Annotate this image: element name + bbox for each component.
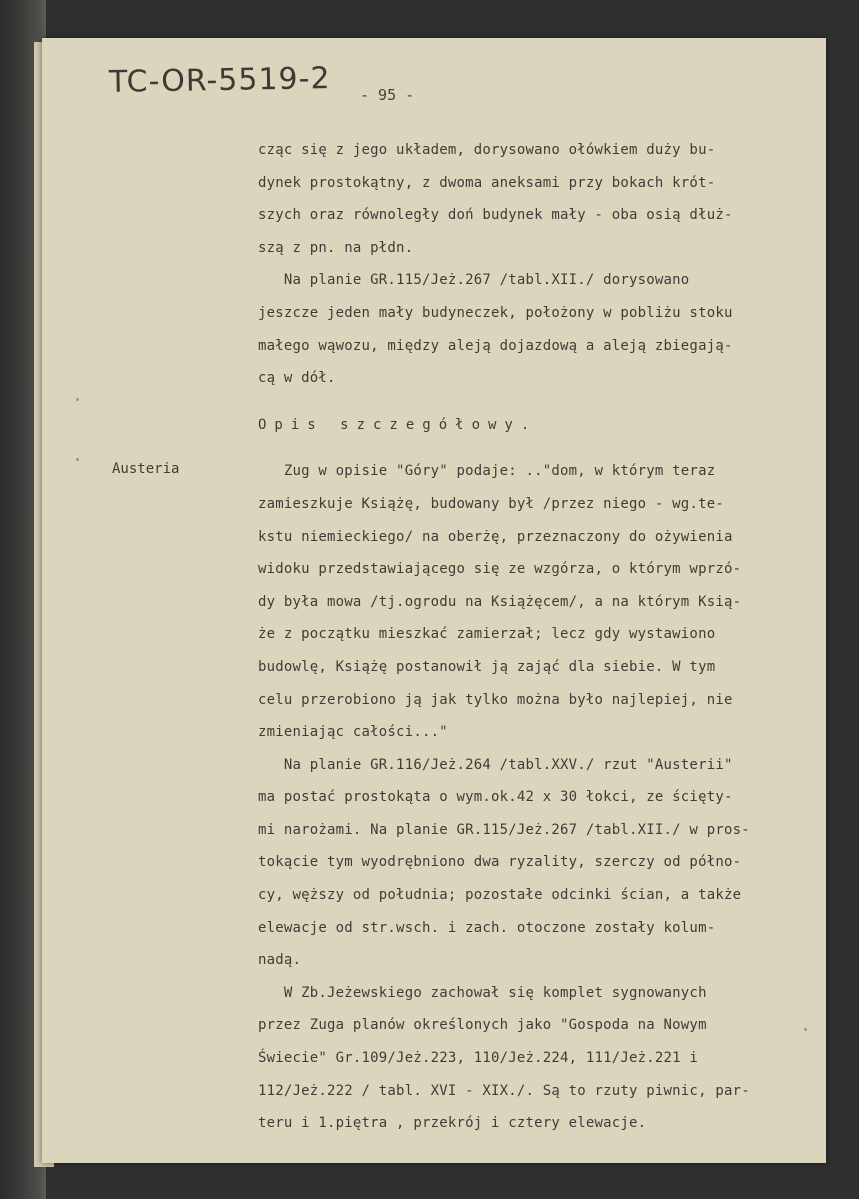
text-line: elewacje od str.wsch. i zach. otoczone zostały kolum- [258,919,716,936]
text-line: Zug w opisie "Góry" podaje: .."dom, w którym teraz [258,463,716,480]
paragraph-block-after-heading [258,455,818,1139]
text-line: cy, węższy od południa; pozostałe odcinki ścian, a także [258,887,742,904]
text-line: celu przerobiono ją jak tylko można było najlepiej, nie [258,691,733,708]
text-line: zmieniając całości..." [258,724,448,741]
text-line: dynek prostokątny, z dwoma aneksami przy bokach krót- [258,174,716,191]
text-line: nadą. [258,952,302,969]
text-line: kstu niemieckiego/ na oberżę, przeznaczony do ożywienia [258,528,733,545]
handwritten-reference: TC-OR-5519-2 [108,61,331,100]
text-line: że z początku mieszkać zamierzał; lecz gdy wystawiono [258,626,716,643]
text-line: zamieszkuje Książę, budowany był /przez niego - wg.te- [258,495,724,512]
section-heading: Opis szczegółowy. [258,416,538,433]
text-line: dy była mowa /tj.ogrodu na Książęcem/, a na którym Ksią- [258,593,742,610]
text-line: Na planie GR.115/Jeż.267 /tabl.XII./ dorysowano [258,272,690,289]
text-line: cząc się z jego układem, dorysowano ołówkiem duży bu- [258,142,716,158]
text-line: tokącie tym wyodrębniono dwa ryzality, szerczy od półno- [258,854,742,871]
text-line: widoku przedstawiającego się ze wzgórza, o którym wprzó- [258,561,742,578]
margin-dot-mark [76,398,79,401]
text-line: teru i 1.piętra , przekrój i cztery elewacje. [258,1115,647,1132]
document-page [42,38,826,1163]
text-line: małego wąwozu, między aleją dojazdową a aleją zbiegają- [258,337,733,354]
text-line: jeszcze jeden mały budyneczek, położony w pobliżu stoku [258,304,733,321]
text-line: Świecie" Gr.109/Jeż.223, 110/Jeż.224, 111/Jeż.221 i [258,1050,699,1067]
page-number: - 95 - [360,86,415,104]
paragraph-block-before-heading [258,134,818,395]
text-line: W Zb.Jeżewskiego zachował się komplet sygnowanych [258,984,707,1001]
margin-label-austeria: Austeria [112,461,180,477]
text-line: cą w dół. [258,370,336,387]
text-line: budowlę, Książę postanowił ją zająć dla siebie. W tym [258,658,716,675]
text-line: przez Zuga planów określonych jako "Gospoda na Nowym [258,1017,707,1034]
text-line: Na planie GR.116/Jeż.264 /tabl.XXV./ rzut "Austerii" [258,756,733,773]
text-line: szych oraz równoległy doń budynek mały - oba osią dłuż- [258,207,733,224]
text-line: 112/Jeż.222 / tabl. XVI - XIX./. Są to rzuty piwnic, par- [258,1082,750,1099]
typewritten-body [258,134,818,1140]
text-line: mi narożami. Na planie GR.115/Jeż.267 /tabl.XII./ w pros- [258,821,750,838]
text-line: szą z pn. na płdn. [258,239,414,256]
text-line: ma postać prostokąta o wym.ok.42 x 30 łokci, ze ścięty- [258,789,733,806]
margin-dot-mark [76,458,79,461]
